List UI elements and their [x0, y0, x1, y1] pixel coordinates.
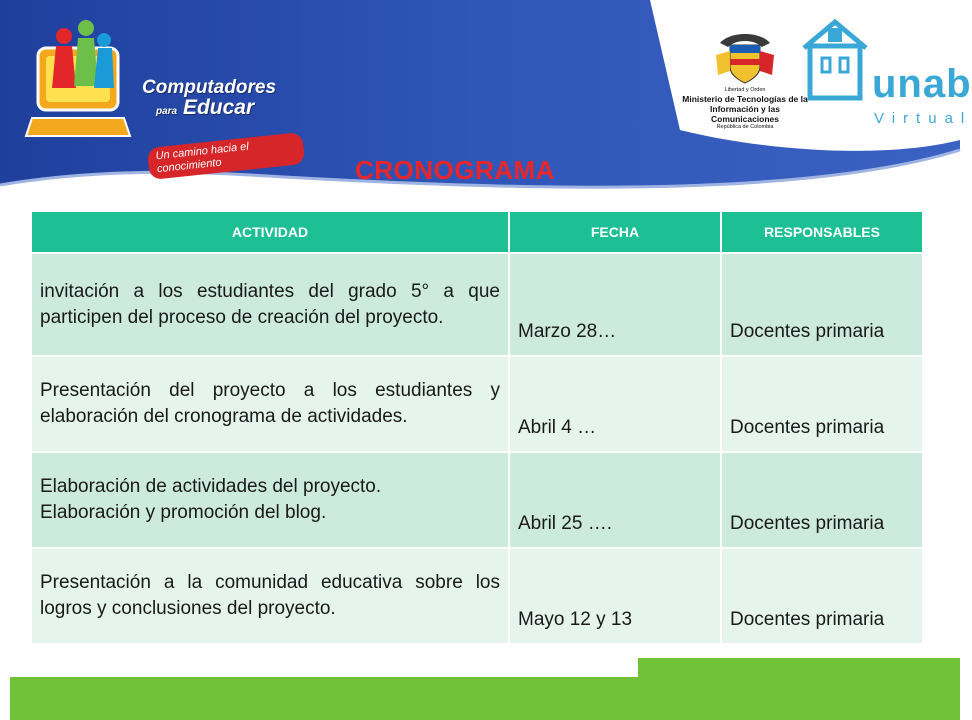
- table-row: [31, 548, 923, 644]
- cpe-slogan: Un camino hacia el conocimiento: [147, 132, 305, 180]
- page-title: CRONOGRAMA: [355, 155, 555, 185]
- footer-bar: [10, 677, 960, 720]
- ministry-logo: [680, 25, 810, 130]
- unab-virtual-word: Virtual: [874, 110, 972, 127]
- cell-actividad: invitación a los estudiantes del grado 5° a que participen del proceso de creación del proyecto.: [31, 253, 509, 356]
- header-responsables: RESPONSABLES: [721, 211, 923, 253]
- header-fecha: FECHA: [509, 211, 721, 253]
- cpe-title-line2: Educar: [182, 96, 255, 119]
- unab-word: unab: [872, 62, 972, 106]
- cell-responsables: Docentes primaria: [721, 356, 923, 452]
- cell-fecha: Mayo 12 y 13: [509, 548, 721, 644]
- cell-actividad: [31, 452, 509, 548]
- ministry-name-line1: Ministerio de Tecnologías de la: [682, 94, 808, 104]
- ministry-motto: Libertad y Orden: [724, 87, 766, 93]
- cell-responsables: Docentes primaria: [721, 548, 923, 644]
- cell-responsables: Docentes primaria: [721, 452, 923, 548]
- table-header-row: [31, 211, 923, 253]
- cell-actividad: Presentación del proyecto a los estudiantes y elaboración del cronograma de actividades.: [31, 356, 509, 452]
- header-actividad: ACTIVIDAD: [31, 211, 509, 253]
- ministry-country: República de Colombia: [716, 124, 774, 130]
- cell-fecha: Abril 4 …: [509, 356, 721, 452]
- cpe-title-para: para: [156, 106, 178, 117]
- unab-building-icon: [800, 18, 870, 103]
- cell-fecha: Abril 25 ….: [509, 452, 721, 548]
- schedule-table: [30, 210, 924, 645]
- unab-virtual-logo: [800, 18, 972, 128]
- cell-responsables: Docentes primaria: [721, 253, 923, 356]
- cell-fecha: Marzo 28…: [509, 253, 721, 356]
- coat-of-arms-icon: [680, 25, 810, 87]
- ministry-name-line2: Información y las Comunicaciones: [710, 104, 780, 124]
- actividad-line-1: Elaboración de actividades del proyecto.: [40, 476, 382, 497]
- actividad-line-2: Elaboración y promoción del blog.: [40, 502, 327, 523]
- cpe-title-line1: Computadores: [142, 77, 277, 98]
- table-row: [31, 356, 923, 452]
- table-row: [31, 452, 923, 548]
- cell-actividad: Presentación a la comunidad educativa sobre los logros y conclusiones del proyecto.: [31, 548, 509, 644]
- computadores-para-educar-logo: [30, 8, 277, 178]
- cpe-brand-name: [142, 78, 292, 122]
- table-row: [31, 253, 923, 356]
